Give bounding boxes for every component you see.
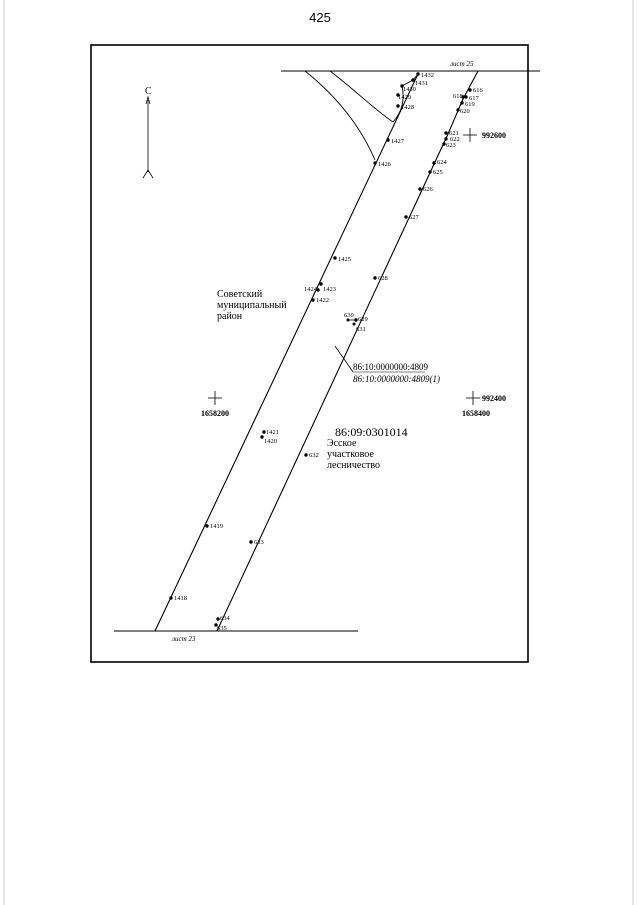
grid-label-y-right: 1658400 (462, 409, 490, 418)
parcel-subnumber: 86:10:0000000:4809(1) (353, 374, 440, 384)
boundary-point (386, 138, 404, 145)
boundary-point (432, 159, 447, 166)
grid-label-y-left: 1658200 (201, 409, 229, 418)
boundary-point (442, 142, 455, 149)
boundary-point (333, 256, 351, 263)
boundary-point (396, 93, 411, 101)
grid-cross-right-icon (466, 391, 480, 405)
boundary-point (396, 104, 414, 111)
svg-text:617: 617 (469, 95, 479, 102)
road-branch-lines (305, 71, 418, 160)
boundary-point (304, 452, 318, 459)
svg-text:635: 635 (217, 625, 227, 632)
boundary-point (428, 169, 442, 176)
svg-text:626: 626 (423, 186, 433, 193)
sheet-label-bottom: лист 23 (172, 635, 196, 643)
svg-text:1425: 1425 (338, 256, 351, 263)
svg-text:1421: 1421 (266, 429, 279, 436)
svg-text:619: 619 (465, 101, 475, 108)
boundary-point (416, 72, 434, 79)
map-frame (91, 45, 528, 662)
svg-text:629: 629 (358, 316, 368, 323)
svg-text:1418: 1418 (174, 595, 187, 602)
svg-text:620: 620 (460, 108, 470, 115)
svg-text:628: 628 (378, 275, 388, 282)
svg-text:С: С (145, 86, 152, 97)
svg-text:616: 616 (473, 87, 483, 94)
svg-text:630: 630 (344, 312, 354, 319)
boundary-points (169, 72, 483, 632)
svg-text:1429: 1429 (398, 94, 411, 101)
svg-text:623: 623 (446, 142, 456, 149)
north-arrow-icon (143, 86, 153, 178)
svg-text:634: 634 (220, 615, 230, 622)
boundary-point (205, 523, 223, 530)
grid-label-x-lower: 992400 (482, 394, 506, 403)
area-label-forestry: Эсское участковое лесничество (327, 438, 380, 471)
boundary-point (354, 316, 367, 323)
boundary-point (373, 161, 391, 168)
grid-cross-upper-icon (463, 128, 477, 142)
sheet-label-top: лист 25 (450, 60, 474, 68)
cadastral-quarter-number: 86:09:0301014 (335, 425, 408, 439)
svg-text:625: 625 (433, 169, 443, 176)
grid-cross-left-icon (208, 391, 222, 405)
boundary-point (214, 623, 226, 632)
boundary-point (468, 87, 483, 94)
svg-text:632: 632 (309, 452, 319, 459)
svg-text:624: 624 (437, 159, 447, 166)
boundary-point (249, 539, 263, 546)
boundary-point (456, 108, 469, 115)
svg-text:1422: 1422 (316, 297, 329, 304)
svg-text:631: 631 (356, 326, 366, 333)
svg-text:622: 622 (450, 136, 460, 143)
boundary-point (400, 84, 416, 93)
svg-text:633: 633 (254, 539, 264, 546)
strip-boundary-right (217, 71, 478, 631)
page-number: 425 (309, 10, 331, 25)
boundary-point (311, 297, 329, 304)
boundary-point (404, 214, 419, 221)
svg-text:1431: 1431 (415, 80, 428, 87)
boundary-point (262, 429, 279, 436)
svg-text:1424: 1424 (304, 286, 317, 293)
grid-label-x-upper: 992600 (482, 131, 506, 140)
boundary-point (319, 282, 336, 293)
svg-text:1432: 1432 (421, 72, 434, 79)
boundary-point (460, 101, 474, 108)
svg-text:1427: 1427 (391, 138, 404, 145)
boundary-point (260, 435, 277, 445)
svg-text:1426: 1426 (378, 161, 391, 168)
svg-text:627: 627 (409, 214, 419, 221)
svg-text:1428: 1428 (401, 104, 414, 111)
parcel-leader-line (335, 346, 353, 372)
area-label-soviet-district: Советский муниципальный район (217, 289, 287, 322)
svg-text:1419: 1419 (210, 523, 223, 530)
boundary-point (216, 615, 230, 622)
svg-text:1430: 1430 (403, 86, 416, 93)
strip-boundary-left (155, 74, 418, 631)
boundary-point (373, 275, 387, 282)
svg-text:1423: 1423 (323, 286, 336, 293)
svg-text:618: 618 (453, 93, 463, 100)
svg-text:1420: 1420 (264, 438, 277, 445)
parcel-number: 86:10:0000000:4809 (353, 362, 429, 372)
svg-text:621: 621 (449, 130, 459, 137)
